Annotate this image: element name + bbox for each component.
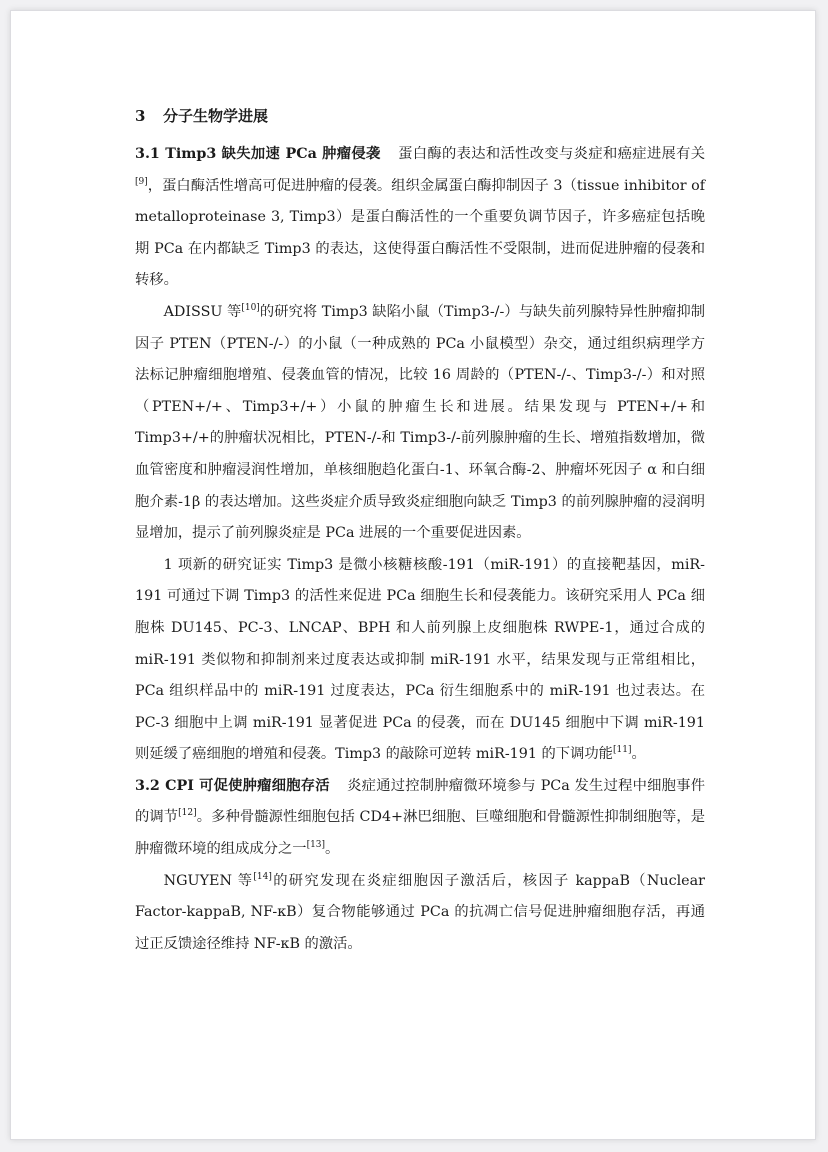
paragraph-mir191 [135,550,705,771]
paragraph-text: 。 [325,841,340,858]
subsection-3-2-heading [135,778,330,794]
citation-ref: [9] [135,176,148,187]
paragraph-text: ADISSU 等 [163,303,242,320]
citation-ref: [10] [241,302,260,313]
paragraph-text: 的研究发现在炎症细胞因子激活后，核因子 kappaB（Nuclear Factor-kappaB, NF-κB）复合物能够通过 PCa 的抗凋亡信号促进肿瘤细胞存活，再通过正反馈途径维持 NF-κB 的激活。 [135,872,705,952]
section-title: 分子生物学进展 [163,107,269,125]
subsection-3-1-number: 3.1 [135,146,160,162]
paragraph-text: 。 [631,746,646,763]
section-number: 3 [135,107,146,125]
citation-ref: [11] [612,745,632,756]
citation-ref: [13] [306,840,326,851]
section-heading [135,106,705,127]
citation-ref: [12] [178,808,197,819]
subsection-3-1-heading [135,146,381,162]
subsection-3-2-title: CPI 可促使肿瘤细胞存活 [165,777,330,794]
page-content [135,106,705,960]
paragraph-text: NGUYEN 等 [163,872,254,889]
subsection-3-2-number: 3.2 [135,777,160,794]
paragraph-3-2-intro [135,771,705,866]
paragraph-text: ，蛋白酶活性增高可促进肿瘤的侵袭。组织金属蛋白酶抑制因子 3（tissue inhibitor of metalloproteinase 3, Timp3）是蛋白酶活性的一个重要负调节因子，许多癌症包括晚期 PCa 在内都缺乏 Timp3 的表达，这使得蛋白酶活性不受限制，进而促进肿瘤的侵袭和转移。 [135,177,705,289]
paragraph-adissu [135,297,705,550]
paragraph-text: 1 项新的研究证实 Timp3 是微小核糖核酸-191（miR-191）的直接靶基因，miR-191 可通过下调 Timp3 的活性来促进 PCa 细胞生长和侵袭能力。该研究采用人 PCa 细胞株 DU145、PC-3、LNCAP、BPH 和人前列腺上皮细胞株 RWPE-1，通过合成的 miR-191 类似物和抑制剂来过度表达或抑制 miR-191 水平，结果发现与正常组相比，PCa 组织样品中的 miR-191 过度表达，PCa 衍生细胞系中的 miR-191 也过表达。在 PC-3 细胞中上调 miR-191 显著促进 PCa 的侵袭，而在 DU145 细胞中下调 miR-191 则延缓了癌细胞的增殖和侵袭。Timp3 的敲除可逆转 miR-191 的下调功能 [135,556,705,763]
paragraph-text: 的研究将 Timp3 缺陷小鼠（Timp3-/-）与缺失前列腺特异性肿瘤抑制因子 PTEN（PTEN-/-）的小鼠（一种成熟的 PCa 小鼠模型）杂交，通过组织病理学方法标记肿瘤细胞增殖、侵袭血管的情况，比较 16 周龄的（PTEN-/-、Timp3-/-）和对照（PTEN+/+、Timp3+/+）小鼠的肿瘤生长和进展。结果发现与 PTEN+/+和 Timp3+/+的肿瘤状况相比，PTEN-/-和 Timp3-/-前列腺肿瘤的生长、增殖指数增加，微血管密度和肿瘤浸润性增加，单核细胞趋化蛋白-1、环氧合酶-2、肿瘤坏死因子 α 和白细胞介素-1β 的表达增加。这些炎症介质导致炎症细胞向缺乏 Timp3 的前列腺肿瘤的浸润明显增加，提示了前列腺炎症是 PCa 进展的一个重要促进因素。 [135,303,705,542]
citation-ref: [14] [253,871,272,882]
subsection-3-1-title: Timp3 缺失加速 PCa 肿瘤侵袭 [165,146,381,162]
paragraph-3-1-intro [135,139,705,297]
paragraph-text: 蛋白酶的表达和活性改变与炎症和癌症进展有关 [397,146,706,162]
paragraph-text: 。多种骨髓源性细胞包括 CD4+淋巴细胞、巨噬细胞和骨髓源性抑制细胞等，是肿瘤微环境的组成成分之一 [135,809,706,858]
paragraph-nguyen [135,866,705,961]
paragraph-text: 炎症通过控制肿瘤微环境参与 PCa 发生过程中细胞事件的调节 [135,777,705,826]
document-page [10,10,816,1140]
